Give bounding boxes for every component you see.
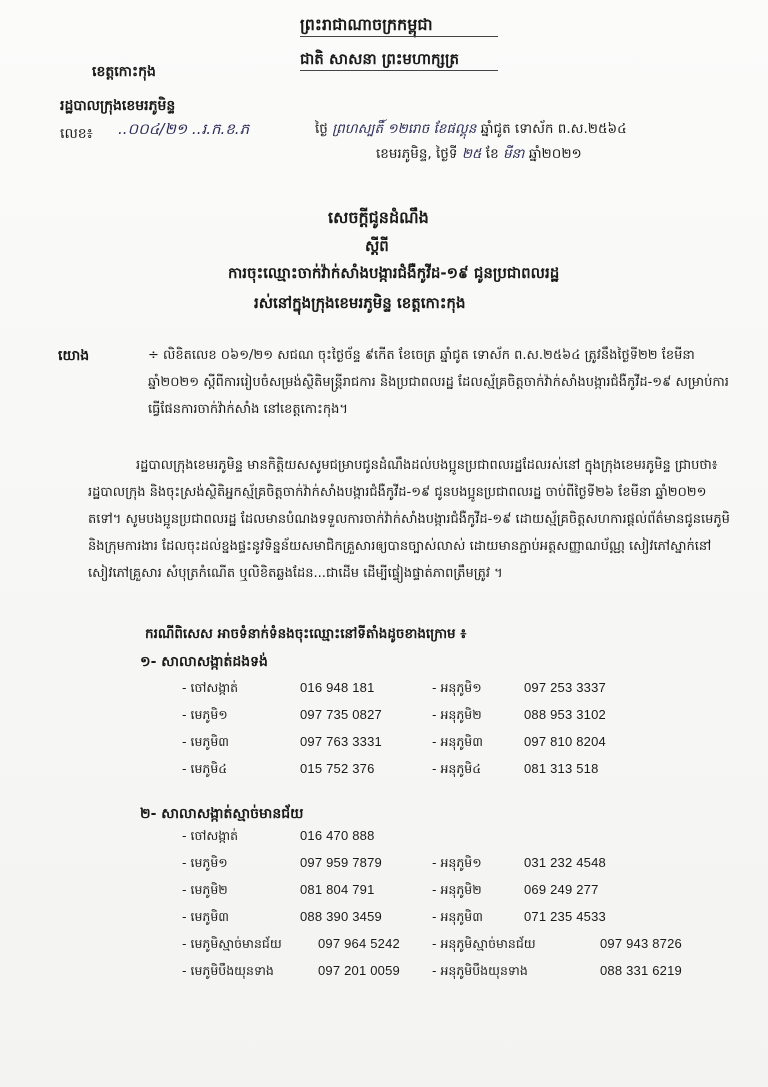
contact-label: - អនុភូមិ៣ [432, 734, 483, 749]
kingdom-heading: ព្រះរាជាណាចក្រកម្ពុជា [300, 15, 433, 34]
lunar-date-prefix: ថ្ងៃ [315, 121, 328, 137]
reference-label: លេខ៖ [60, 126, 93, 142]
kingdom-underline [300, 36, 498, 37]
contact-label: - អនុភូមិ១ [432, 855, 482, 870]
gregorian-date-suffix: ឆ្នាំ២០២១ [528, 146, 582, 162]
contact-label: - ចៅសង្កាត់ [182, 680, 239, 695]
gregorian-date-day: ២៥ [461, 146, 482, 162]
lunar-date-suffix: ឆ្នាំជូត ទោស័ក ព.ស.២៥៦៤ [480, 121, 627, 137]
contact-phone: 016 948 181 [300, 680, 375, 695]
contact-label: - មេភូមិ៣ [182, 909, 229, 924]
motto-heading: ជាតិ សាសនា ព្រះមហាក្សត្រ [300, 50, 459, 68]
contact-label: - អនុភូមិ៤ [432, 761, 482, 776]
contact-label: - មេភូមិ១ [182, 855, 228, 870]
contact-phone: 088 953 3102 [524, 707, 606, 722]
notice-subject-line-1: ការចុះឈ្មោះចាក់វ៉ាក់សាំងបង្ការជំងឺកូវីដ-១៩ ជូនប្រជាពលរដ្ឋ [228, 264, 560, 282]
gregorian-date-prefix: ខេមរភូមិន្ទ, ថ្ងៃទី [376, 146, 458, 162]
gregorian-date [376, 145, 582, 165]
contact-label: - មេភូមិ១ [182, 707, 228, 722]
contact-phone: 097 964 5242 [318, 936, 400, 951]
notice-subtitle: ស្តីពី [365, 237, 389, 255]
reference-paragraph: ÷ លិខិតលេខ ០៦១/២១ សជណ ចុះថ្ងៃច័ន្ទ ៩កើត ខែចេត្រ ឆ្នាំជូត ទោស័ក ព.ស.២៥៦៤ ត្រូវនឹងថ្ងៃទី២២ ខែមីនា ឆ្នាំ២០២១ ស្តីពីការរៀបចំសម្រង់ស្ថិតិមន្ត្រីរាជការ និងប្រជាពលរដ្ឋ ដែលស្ម័គ្រចិត្តចាក់វ៉ាក់សាំងបង្ការជំងឺកូវីដ-១៩ សម្រាប់ការធ្វើផែនការចាក់វ៉ាក់សាំង នៅខេត្តកោះកុង។ [148, 348, 729, 417]
contact-phone: 097 943 8726 [600, 936, 682, 951]
lunar-date-handwritten: ព្រហស្បតិ៍ ១២រោច ខែផល្គុន [332, 121, 477, 137]
notice-title: សេចក្តីជូនដំណឹង [328, 208, 429, 227]
contact-phone: 097 201 0059 [318, 963, 400, 978]
contact-label: - អនុភូមិ២ [432, 707, 482, 722]
contact-phone: 015 752 376 [300, 761, 375, 776]
main-paragraph: រដ្ឋបាលក្រុងខេមរភូមិន្ទ មានកិត្តិយសសូមជម្រាបជូនដំណឹងដល់បងប្អូនប្រជាពលរដ្ឋដែលរស់នៅ ក្នុងក្រុងខេមរភូមិន្ទ ជ្រាបថា៖ រដ្ឋបាលក្រុង និងចុះស្រង់ស្ថិតិអ្នកស្ម័គ្រចិត្តចាក់វ៉ាក់សាំងបង្ការជំងឺកូវីដ-១៩ ជូនបងប្អូនប្រជាពលរដ្ឋ ចាប់ពីថ្ងៃទី២៦ ខែមីនា ឆ្នាំ២០២១ តទៅ។ សូមបងប្អូនប្រជាពលរដ្ឋ ដែលមានបំណងទទួលការចាក់វ៉ាក់សាំងបង្ការជំងឺកូវីដ-១៩ ដោយស្ម័គ្រចិត្តសហការផ្តល់ព័ត៌មានជូនមេភូមិ និងក្រុមការងារ ដែលចុះដល់ខ្នងផ្ទះនូវទិន្នន័យសមាជិកគ្រួសារឲ្យបានច្បាស់លាស់ ដោយមានភ្ជាប់អត្តសញ្ញាណប័ណ្ណ សៀវភៅស្នាក់នៅ សៀវភៅគ្រួសារ សំបុត្រកំណើត ឬលិខិតឆ្លងដែន...ជាដើម ដើម្បីផ្ទៀងផ្ទាត់ភាពត្រឹមត្រូវ ។ [88, 458, 730, 581]
section-heading-dangtong: ១- សាលាសង្កាត់ដងទង់ [140, 654, 268, 670]
contact-label: - អនុភូមិស្មាច់មានជ័យ [432, 936, 536, 951]
contact-phone: 069 249 277 [524, 882, 599, 897]
contact-label: - អនុភូមិ៣ [432, 909, 483, 924]
gregorian-date-mid: ខែ [485, 146, 499, 162]
reference-number: ..០០៤/២១ ..រ.ក.ខ.ភ [118, 120, 250, 138]
contact-phone: 081 313 518 [524, 761, 599, 776]
contact-label: - ចៅសង្កាត់ [182, 828, 239, 843]
reference-keyword: យោង [58, 348, 90, 364]
section-heading-smach-meanchey: ២- សាលាសង្កាត់ស្មាច់មានជ័យ [140, 806, 304, 822]
province-name: ខេត្តកោះកុង [92, 64, 156, 80]
motto-underline [300, 70, 498, 71]
contact-phone: 081 804 791 [300, 882, 375, 897]
contact-phone: 097 253 3337 [524, 680, 606, 695]
contact-label: - មេភូមិស្មាច់មានជ័យ [182, 936, 282, 951]
contact-label: - មេភូមិបឹងយុនទាង [182, 963, 274, 978]
contact-label: - អនុភូមិ១ [432, 680, 482, 695]
contact-phone: 097 735 0827 [300, 707, 382, 722]
contact-label: - មេភូមិ៤ [182, 761, 228, 776]
contact-label: - អនុភូមិបឹងយុនទាង [432, 963, 528, 978]
lunar-date [315, 120, 627, 140]
contact-phone: 097 959 7879 [300, 855, 382, 870]
contact-phone: 088 331 6219 [600, 963, 682, 978]
contact-phone: 097 810 8204 [524, 734, 606, 749]
contact-phone: 016 470 888 [300, 828, 375, 843]
administration-name: រដ្ឋបាលក្រុងខេមរភូមិន្ទ [60, 98, 176, 114]
contact-phone: 088 390 3459 [300, 909, 382, 924]
contact-phone: 071 235 4533 [524, 909, 606, 924]
notice-subject-line-2: រស់នៅក្នុងក្រុងខេមរភូមិន្ទ ខេត្តកោះកុង [254, 294, 466, 312]
contact-label: - មេភូមិ២ [182, 882, 228, 897]
special-case-note: ករណីពិសេស អាចទំនាក់ទំនងចុះឈ្មោះនៅទីតាំងដូចខាងក្រោម ៖ [145, 626, 467, 642]
contact-phone: 097 763 3331 [300, 734, 382, 749]
contact-label: - អនុភូមិ២ [432, 882, 482, 897]
gregorian-date-month: មីនា [502, 146, 525, 162]
contact-label: - មេភូមិ៣ [182, 734, 229, 749]
contact-phone: 031 232 4548 [524, 855, 606, 870]
